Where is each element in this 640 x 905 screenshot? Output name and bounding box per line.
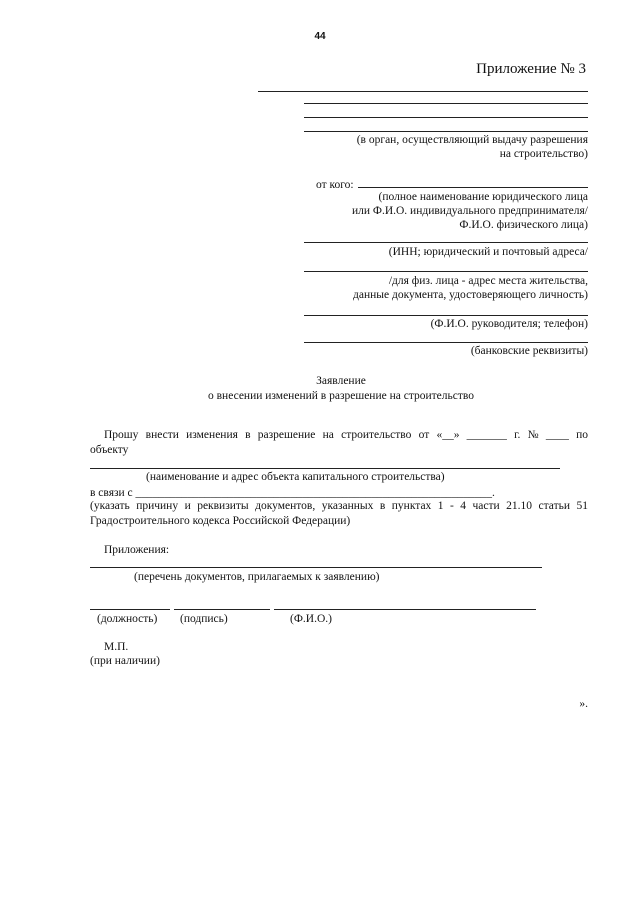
head-caption: (Ф.И.О. руководителя; телефон) bbox=[430, 318, 588, 330]
authority-line[interactable] bbox=[304, 103, 588, 104]
inn-caption: (ИНН; юридический и почтовый адреса/ bbox=[388, 246, 588, 258]
reason-word: части bbox=[472, 500, 500, 512]
signature-line[interactable] bbox=[174, 609, 270, 610]
head-line[interactable] bbox=[304, 315, 588, 316]
request-word: № bbox=[527, 429, 539, 441]
person-caption: /для физ. лица - адрес места жительства, bbox=[388, 275, 588, 287]
closing-quote: ». bbox=[579, 698, 588, 710]
authority-caption: (в орган, осуществляющий выдачу разрешения bbox=[356, 134, 588, 146]
name-caption: (Ф.И.О.) bbox=[290, 613, 332, 625]
bank-caption: (банковские реквизиты) bbox=[470, 345, 588, 357]
reason-word: указанных bbox=[321, 500, 374, 512]
bank-line[interactable] bbox=[304, 342, 588, 343]
stamp-label: М.П. bbox=[104, 641, 129, 653]
request-word: внести bbox=[145, 429, 179, 441]
inn-line[interactable] bbox=[304, 242, 588, 243]
reason-word: документов, bbox=[255, 500, 316, 512]
name-line[interactable] bbox=[274, 609, 536, 610]
attachments-caption: (перечень документов, прилагаемых к заявлению) bbox=[134, 571, 380, 583]
date-field[interactable]: «__» bbox=[436, 429, 460, 441]
position-caption: (должность) bbox=[97, 613, 158, 625]
document-title: Заявление bbox=[316, 375, 366, 387]
attachments-label: Приложения: bbox=[104, 544, 170, 556]
reason-word: в bbox=[379, 500, 386, 512]
request-word: изменения bbox=[186, 429, 238, 441]
reason-word: 51 bbox=[576, 500, 588, 512]
request-word: на bbox=[322, 429, 334, 441]
appendix-title: Приложение № 3 bbox=[476, 61, 586, 77]
request-word: г. bbox=[514, 429, 521, 441]
year-field[interactable]: _______ bbox=[466, 429, 507, 441]
applicant-caption: Ф.И.О. физического лица) bbox=[459, 219, 588, 231]
reason-word: причину bbox=[136, 500, 179, 512]
signature-caption: (подпись) bbox=[180, 613, 228, 625]
request-word: Прошу bbox=[104, 429, 139, 441]
permit-number-field[interactable]: ____ bbox=[545, 429, 569, 441]
authority-line[interactable] bbox=[304, 131, 588, 132]
authority-caption: на строительство) bbox=[499, 148, 588, 160]
reason-word: (указать bbox=[90, 500, 130, 512]
address-line[interactable] bbox=[304, 271, 588, 272]
applicant-caption: или Ф.И.О. индивидуального предпринимателя/ bbox=[351, 205, 588, 217]
reason-caption bbox=[90, 500, 588, 512]
request-word: строительство bbox=[341, 429, 412, 441]
due-to-line[interactable]: в связи с ______________________________________________________________. bbox=[90, 487, 495, 499]
reason-word: - bbox=[449, 500, 454, 512]
reason-word: статьи bbox=[538, 500, 571, 512]
reason-word: реквизиты bbox=[197, 500, 249, 512]
object-caption: (наименование и адрес объекта капитального строительства) bbox=[146, 471, 445, 483]
reason-word: 1 bbox=[437, 500, 444, 512]
reason-word: 21.10 bbox=[506, 500, 533, 512]
reason-word: и bbox=[184, 500, 191, 512]
from-label: от кого: bbox=[316, 179, 354, 191]
attachments-line[interactable] bbox=[90, 567, 542, 568]
reason-word: 4 bbox=[460, 500, 467, 512]
request-line bbox=[104, 429, 588, 441]
page-number: 44 bbox=[314, 31, 326, 42]
authority-line[interactable] bbox=[304, 117, 588, 118]
applicant-line[interactable] bbox=[358, 187, 588, 188]
request-word: разрешение bbox=[257, 429, 316, 441]
applicant-caption: (полное наименование юридического лица bbox=[378, 191, 588, 203]
position-line[interactable] bbox=[90, 609, 170, 610]
document-subtitle: о внесении изменений в разрешение на строительство bbox=[207, 390, 474, 402]
reason-caption-2: Градостроительного кодекса Российской Федерации) bbox=[90, 515, 351, 527]
reason-word: пунктах bbox=[391, 500, 432, 512]
authority-line[interactable] bbox=[258, 91, 588, 92]
object-line[interactable] bbox=[90, 468, 560, 469]
stamp-note: (при наличии) bbox=[90, 655, 160, 667]
request-word: от bbox=[418, 429, 430, 441]
request-word: в bbox=[245, 429, 251, 441]
request-word: по bbox=[576, 429, 588, 441]
request-line-2: объекту bbox=[90, 444, 129, 456]
person-caption: данные документа, удостоверяющего личность) bbox=[353, 289, 588, 301]
